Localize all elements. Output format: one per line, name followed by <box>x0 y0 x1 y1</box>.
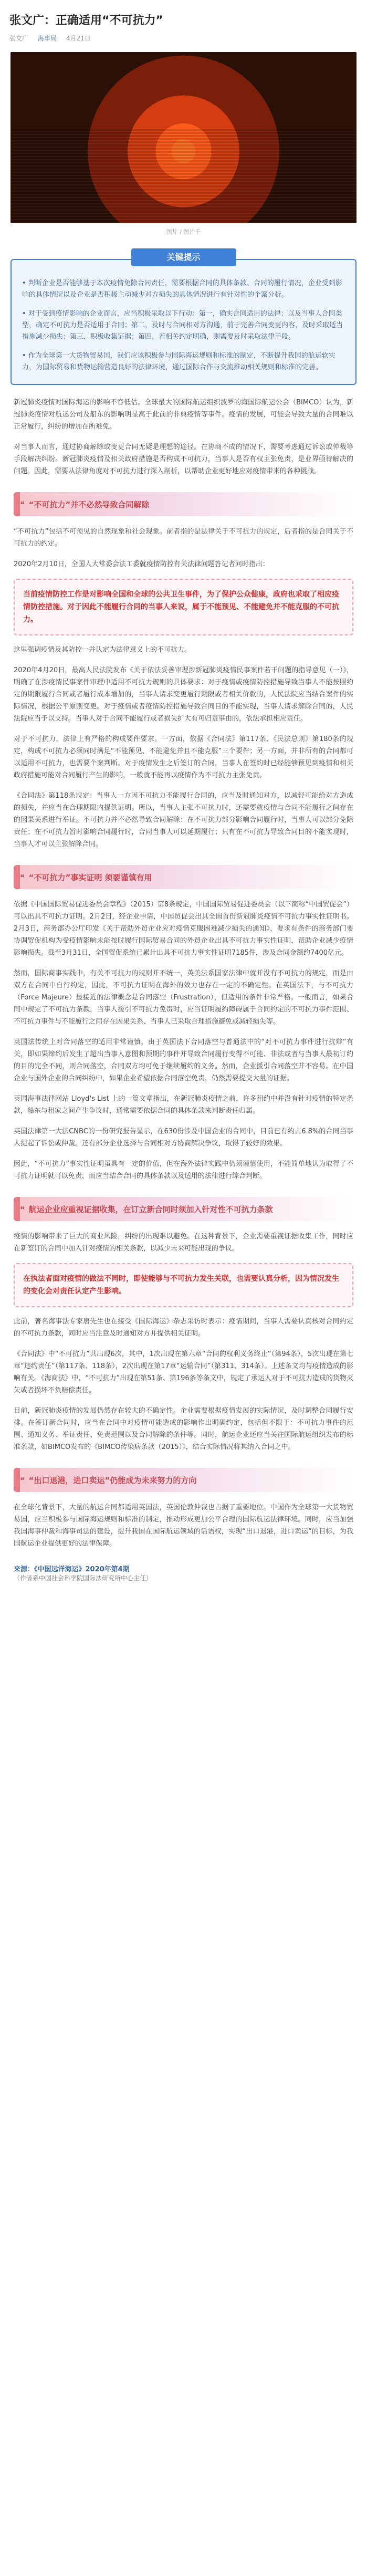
source-link[interactable]: 海事局 <box>38 35 57 42</box>
callout-2 <box>14 1263 353 1307</box>
hero-image <box>11 52 356 223</box>
section-corner <box>14 865 20 889</box>
section-title-text: “不可抗力”事实证明 须要谨慎有用 <box>28 872 152 882</box>
section-title-2 <box>14 865 353 889</box>
quote-icon: ❝ <box>20 499 25 509</box>
section-title-4 <box>14 1468 353 1492</box>
intro-paragraph-2: 对当事人而言，通过协商解除或变更合同无疑是理想的途径。在协商不成的情况下，需要考虑通过诉讼或仲裁等手段解决纠纷。新冠肺炎疫情及相关政府措施是否构成不可抗力，当事人是否有权主张免责，是业界亟待解决的问题。因此，需要从法律角度对不可抗力进行深入剖析，以帮助企业更好地应对疫情带来的各种挑战。 <box>14 443 353 475</box>
section1-more-1: 这里强调疫情及其防控一并认定为法律意义上的不可抗力。 <box>14 646 192 654</box>
section-corner <box>14 492 20 516</box>
section2-paragraph-6: 因此，“不可抗力”事实性证明虽具有一定的价值，但在海外法律实践中仍须谨慎使用，不能简单地认为取得了不可抗力证明就可以免责，而应当结合合同的具体条款以及适用的法律进行综合判断。 <box>14 1160 353 1180</box>
sea-waves <box>11 129 356 223</box>
footer-source: 来源：《中国远洋海运》2020年第4期 <box>14 1566 130 1573</box>
section-title-1 <box>14 492 353 516</box>
date: 4月21日 <box>66 35 91 42</box>
article-title: 张文广：正确适用“不可抗力” <box>9 14 163 27</box>
section2-paragraph-2: 然而，国际商事实践中，有关不可抗力的规则并不统一，英美法系国家法律中就并没有不可抗力的规定，而是由双方在合同中自行约定，因此，不可抗力证明在海外的效力也存在一定的不确定性。在英国法下，与不可抗力（Force Majeure）最接近的法律概念是合同落空（Frustration），但适用的条件非常严格。一般而言，如果合同中规定了不可抗力条款，当事人援引不可抗力免责时，应当证明履约障碍属于合同约定的不可抗力事件范围、不可抗力事件与不能履行之间存在因果关系、当事人已采取合理措施避免或减轻损失等。 <box>14 969 353 1026</box>
key-hint-3: • 作为全球第一大货物贸易国，我们应该积极参与国际海运规则和标准的制定，不断提升我国的航运软实力，为国际贸易和货物运输营造良好的法律环境，通过国际合作与交流推动相关规则和标准的完善。 <box>22 352 335 371</box>
section-corner <box>14 1468 20 1492</box>
section1-paragraph-2: 2020年2月10日，全国人大常委会法工委就疫情防控有关法律问题答记者问时指出： <box>14 560 269 568</box>
section3-more-2: 《合同法》中“不可抗力”共出现6次，其中，1次出现在第六章“合同的权利义务终止”（第94条），5次出现在第七章“违约责任”（第117条、118条），2次出现在第17章“运输合同”（第311、314条）。上述条文均与疫情造成的影响有关。《海商法》中，“不可抗力”出现在第51条、第196条等条文中，规定了承运人对于不可抗力造成的货物灭失或者损坏不负赔偿责任。 <box>14 1350 353 1394</box>
intro-paragraph-1: 新冠肺炎疫情对国际海运的影响不容低估。全球最大的国际航运组织波罗的海国际航运公会（BIMCO）认为，新冠肺炎疫情对航运公司及船东的影响明显高于此前的非典疫情等事件。疫情的发展，可能会导致大量的合同难以正常履行，纠纷的增加在所难免。 <box>14 399 353 431</box>
section1-more-4: 《合同法》第118条规定：当事人一方因不可抗力不能履行合同的，应当及时通知对方，以减轻可能给对方造成的损失，并应当在合理期限内提供证明。所以，当事人主张不可抗力时，还需要就疫情与合同不能履行之间存在的因果关系进行举证。不可抗力并不必然导致合同解除：在不可抗力部分影响合同履行时，当事人可以部分免除责任；在不可抗力暂时影响合同履行时，合同当事人可以延期履行；只有在不可抗力导致合同目的不能实现时，当事人才可以主张解除合同。 <box>14 792 353 848</box>
author: 张文广 <box>9 35 29 42</box>
hero-caption: 图片 / 图片千 <box>166 228 201 235</box>
quote-icon: ❝ <box>20 872 25 882</box>
section1-more-3: 对于不可抗力，法律上有严格的构成要件要求。一方面，依据《合同法》第117条、《民法总则》第180条的规定，构成不可抗力必须同时满足“不能预见、不能避免并且不能克服”三个要件；另一方面，并非所有的合同都可以适用不可抗力，也需要个案判断。对于疫情发生之后签订的合同，当事人在签约时已经能够预见到疫情和相关政府措施可能对合同履行产生的影响，一般就不能再以疫情作为不可抗力主张免责。 <box>14 735 353 779</box>
section-title-text: “出口退港，进口卖运”仍能成为未来努力的方向 <box>28 1475 197 1485</box>
section2-paragraph-1: 依据《中国国际贸易促进委员会章程》（2015）第8条规定，中国国际贸易促进委员会（以下简称“中国贸促会”）可以出具不可抗力证明。2月2日，经企业申请，中国贸促会出具全国首份新冠肺炎疫情不可抗力事实性证明书。2月3日，商务部办公厅印发《关于帮助外贸企业应对疫情克服困难减少损失的通知》，要求有条件的商务部门要协调贸促机构为受疫情影响未能按时履行国际贸易合同的外贸企业出具不可抗力事实性证明，帮助企业减少疫情影响损失。截至3月31日，全国贸促系统已累计出具不可抗力事实性证明7185件，涉及合同金额约7400亿元。 <box>14 901 353 957</box>
callout-text: 当前疫情防控工作是对影响全国和全球的公共卫生事件，为了保护公众健康，政府也采取了相应疫情防控措施。对于因此不能履行合同的当事人来说，属于不能预见、不能避免并不能克服的不可抗力。 <box>23 590 339 624</box>
section3-more-3: 目前，新冠肺炎疫情的发展仍然存在较大的不确定性。企业需要根据疫情发展的实际情况，及时调整合同履行安排。在签订新合同时，应当在合同中对疫情可能造成的影响作出明确约定，包括但不限于：不可抗力事件的范围、通知义务、举证责任、免责范围以及合同解除的条件等。同时，航运企业还应当关注国际航运组织发布的标准条款，如BIMCO发布的《BIMCO传染病条款（2015）》，结合实际情况将其纳入合同之中。 <box>14 1407 353 1451</box>
quote-icon: ❝ <box>20 1204 25 1214</box>
section-title-text: “不可抗力”并不必然导致合同解除 <box>28 499 150 509</box>
section-title-text: 航运企业应重视证据收集，在订立新合同时须加入针对性不可抗力条款 <box>28 1204 273 1214</box>
key-hints <box>11 248 356 385</box>
key-hint-1: • 判断企业是否能够基于本次疫情免除合同责任，需要根据合同的具体条款、合同的履行情况，企业受到影响的具体情况以及企业是否积极主动减少对方损失的具体情况进行有针对性的个案分析。 <box>22 279 342 299</box>
article-meta <box>9 34 358 43</box>
section3-paragraph-1: 疫情的影响带来了巨大的商业风险，纠纷的出现难以避免。在这种背景下，企业需要重视证据收集工作，同时应在新签订的合同中加入针对疫情的相关条款，以减少未来可能出现的争议。 <box>14 1233 353 1253</box>
key-hint-2: • 对于受到疫情影响的企业而言，应当积极采取以下行动：第一，确实合同适用的法律；以及当事人合同类型，确定不可抗力是否适用于合同；第二，及时与合同相对方沟通，前于完善合同变更内容，及时采取适当措施减少损失；第三，积极收集证据；第四，若相关约定明确，则需要及时采取法律手段。 <box>22 310 343 341</box>
section1-more-2: 2020年4月20日，最高人民法院发布《关于依法妥善审理涉新冠肺炎疫情民事案件若干问题的指导意见（一）》，明确了在涉疫情民事案件审理中适用不可抗力规则的具体要求：对于疫情或疫情防控措施导致当事人不能按照约定的期限履行合同或者履行成本增加的，当事人请求变更履行期限或者相关价款的，人民法院应当结合案件的实际情况，根据公平原则变更。对于疫情或者疫情防控措施导致合同目的不能实现，当事人请求解除合同的，人民法院应当予以支持。当事人对于合同不能履行或者损失扩大有可归责事由的，依法承担相应责任。 <box>14 666 353 723</box>
callout-text: 在执法者面对疫情的做法不同时，即使能够与不可抗力发生关联，也需要认真分析，因为情况发生的变化会对责任认定产生影响。 <box>23 1275 339 1296</box>
section-corner <box>14 1197 20 1221</box>
callout-1 <box>14 579 353 635</box>
footer-note: （作者系中国社会科学院国际法研究所中心主任） <box>14 1574 153 1582</box>
section2-paragraph-3: 英国法传统上对合同落空的适用非常谨慎，由于英国法下合同落空与普通法中的“对不可抗力事件进行抗辩”有关，即如果缔约后发生了超出当事人意图和预期的事件并导致合同履行变得不可能、非法或者与当事人最初订约的目的完全不同，则合同落空，合同双方均可免于继续履约的义务。然而，企业援引合同落空并不容易。在中国企业与国外企业的合同纠纷中，如果企业希望依据合同落空免责，仍然需要提交大量的证据。 <box>14 1038 353 1082</box>
section3-more-1: 此前，著名海事法专家唐先生也在接受《国际海运》杂志采访时表示：疫情期间，当事人需要认真核对合同约定的不可抗力条款，同时应当注意及时通知对方并提供相关证明。 <box>14 1318 353 1338</box>
section1-paragraph-1: “不可抗力”包括不可预见的自然现象和社会现象。前者指的是法律关于不可抗力的规定，后者指的是合同关于不可抗力的约定。 <box>14 528 353 548</box>
section2-paragraph-4: 英国海事法律网站 Lloyd's List 上的一篇文章指出，在新冠肺炎疫情之前，许多租约中并没有针对疫情的特定条款，船东与租家之间产生争议时，通常需要依据合同的具体条款来判断责任归属。 <box>14 1095 353 1115</box>
article-body <box>0 385 367 1550</box>
key-hints-title: 关键提示 <box>131 248 236 266</box>
section2-paragraph-5: 英国法律第一大法CNBC的一份研究报告显示，在630份涉及中国企业的合同中，目前已有约占6.8%的合同当事人提起了诉讼或仲裁。还有部分企业选择与合同相对方协商解决争议，取得了较好的效果。 <box>14 1128 353 1148</box>
section4-paragraph-1: 在全球化背景下，大量的航运合同都适用英国法，英国伦敦仲裁也占据了重要地位。中国作为全球第一大货物贸易国，应当积极参与国际海运规则和标准的制定，推动形成更加公平合理的国际航运法律环境。同时，应当加强我国海事仲裁和海事司法的建设，提升我国在国际航运领域的话语权，实现“出口退港，进口卖运”的目标，为我国航运企业提供更好的法律保障。 <box>14 1504 353 1548</box>
quote-icon: ❝ <box>20 1475 25 1485</box>
article-header <box>0 0 367 43</box>
section-title-3 <box>14 1197 353 1221</box>
key-hints-box <box>11 259 356 385</box>
